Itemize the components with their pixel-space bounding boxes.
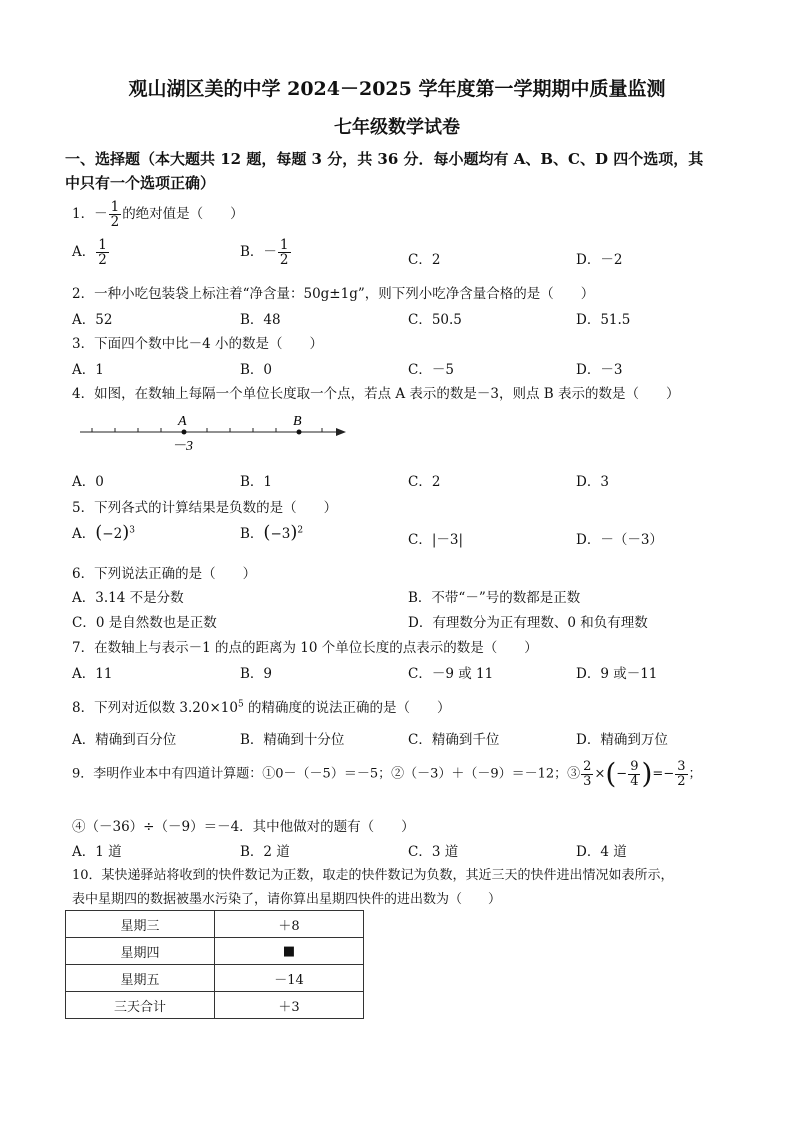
question-7-stem: 7．在数轴上与表示－1 的点的距离为 10 个单位长度的点表示的数是（ ） [72, 640, 538, 656]
section-heading-line1: 一、选择题（本大题共 12 题，每题 3 分，共 36 分．每小题均有 A、B、C、D 四个选项，其 [65, 150, 704, 168]
question-4-stem: 4．如图，在数轴上每隔一个单位长度取一个点，若点 A 表示的数是－3，则点 B 表示的数是（ ） [72, 386, 680, 402]
q7-option-b[interactable]: B．9 [240, 666, 273, 682]
point-a [182, 430, 187, 435]
q9-option-b[interactable]: B．2 道 [240, 844, 290, 860]
q6-option-d[interactable]: D．有理数分为正有理数、0 和负有理数 [408, 615, 648, 631]
q9-option-a[interactable]: A．1 道 [72, 844, 122, 860]
fraction: $\frac{1}{2}$ [279, 237, 289, 269]
q1-option-d[interactable]: D．－2 [576, 252, 623, 268]
point-a-value: －3 [172, 439, 193, 454]
q2-option-a[interactable]: A．52 [72, 312, 113, 328]
q3-option-a[interactable]: A．1 [72, 362, 104, 378]
q9-option-c[interactable]: C．3 道 [408, 844, 459, 860]
q5-option-c[interactable]: C．|－3| [408, 532, 464, 548]
q5-option-b[interactable]: B．$(-3)^2$ [240, 522, 304, 543]
question-9-stem: 9．李明作业本中有四道计算题：①0－（－5）＝－5；②（－3）＋（－9）＝－12；③ $\frac{2}{3}$ ×(− $\frac{9}{4}$ )=− $\frac{3}{2}$ ； [72, 757, 702, 791]
fraction: $\frac{1}{2}$ [98, 237, 107, 269]
question-2-stem: 2．一种小吃包装袋上标注着“净含量：50g±1g”，则下列小吃净含量合格的是（ ） [72, 286, 595, 302]
question-8-stem: 8．下列对近似数 $3.20\times 10^5$ 的精确度的说法正确的是（ ） [72, 699, 451, 716]
question-3-stem: 3．下面四个数中比－4 小的数是（ ） [72, 336, 323, 352]
q8-option-d[interactable]: D．精确到万位 [576, 732, 668, 748]
q3-option-d[interactable]: D．－3 [576, 362, 623, 378]
table-row: 三天合计 ＋3 [66, 992, 364, 1019]
q9-option-d[interactable]: D．4 道 [576, 844, 627, 860]
q4-option-d[interactable]: D．3 [576, 474, 609, 490]
q6-option-a[interactable]: A．3.14 不是分数 [72, 590, 184, 606]
fraction: $\frac{2}{3}$ [583, 759, 592, 789]
table-row: 星期五 －14 [66, 965, 364, 992]
q4-option-c[interactable]: C．2 [408, 474, 441, 490]
q6-option-c[interactable]: C．0 是自然数也是正数 [72, 615, 217, 631]
table-row: 星期三 ＋8 [66, 911, 364, 938]
q1-option-b[interactable]: B．－ $\frac{1}{2}$ [240, 237, 289, 269]
fraction: $\frac{9}{4}$ [630, 759, 639, 789]
q5-option-a[interactable]: A．$(-2)^3$ [72, 522, 135, 543]
q2-option-d[interactable]: D．51.5 [576, 312, 631, 328]
q7-option-c[interactable]: C．－9 或 11 [408, 666, 494, 682]
number-line-figure [74, 408, 354, 458]
q7-option-d[interactable]: D．9 或－11 [576, 666, 658, 682]
q2-option-c[interactable]: C．50.5 [408, 312, 462, 328]
q1-option-c[interactable]: C．2 [408, 252, 441, 268]
q5-option-d[interactable]: D．－（－3） [576, 532, 663, 548]
q8-option-b[interactable]: B．精确到十分位 [240, 732, 345, 748]
q2-option-b[interactable]: B．48 [240, 312, 281, 328]
fraction: $\frac{3}{2}$ [677, 759, 686, 789]
q4-option-a[interactable]: A．0 [72, 474, 104, 490]
page-title: 观山湖区美的中学 2024－2025 学年度第一学期期中质量监测 [128, 78, 666, 100]
question-9-line2: ④（－36）÷（－9）＝－4．其中他做对的题有（ ） [72, 819, 415, 835]
question-10-line2: 表中星期四的数据被墨水污染了，请你算出星期四快件的进出数为（ ） [72, 892, 502, 907]
q7-option-a[interactable]: A．11 [72, 666, 113, 682]
arrow-icon [336, 428, 346, 436]
q8-option-a[interactable]: A．精确到百分位 [72, 732, 177, 748]
question-1-stem: 1．－ $\frac{1}{2}$ 的绝对值是（ ） [72, 199, 244, 231]
question-10-line1: 10．某快递驿站将收到的快件数记为正数，取走的快件数记为负数，其近三天的快件进出情况如表所示， [72, 868, 674, 883]
table-row: 星期四 ■ [66, 938, 364, 965]
section-heading-line2: 中只有一个选项正确） [65, 174, 216, 192]
q3-option-c[interactable]: C．－5 [408, 362, 454, 378]
q3-option-b[interactable]: B．0 [240, 362, 273, 378]
delivery-table [65, 910, 364, 1019]
q6-option-b[interactable]: B．不带“－”号的数都是正数 [408, 590, 581, 606]
point-a-label: A [178, 414, 187, 429]
q1-option-a[interactable]: A． $\frac{1}{2}$ [72, 237, 107, 269]
q8-option-c[interactable]: C．精确到千位 [408, 732, 500, 748]
point-b [297, 430, 302, 435]
point-b-label: B [293, 414, 302, 429]
q4-option-b[interactable]: B．1 [240, 474, 273, 490]
question-6-stem: 6．下列说法正确的是（ ） [72, 566, 257, 582]
ticks [92, 428, 322, 432]
fraction: $\frac{1}{2}$ [110, 199, 120, 231]
question-5-stem: 5．下列各式的计算结果是负数的是（ ） [72, 500, 338, 516]
page-subtitle: 七年级数学试卷 [334, 117, 460, 138]
